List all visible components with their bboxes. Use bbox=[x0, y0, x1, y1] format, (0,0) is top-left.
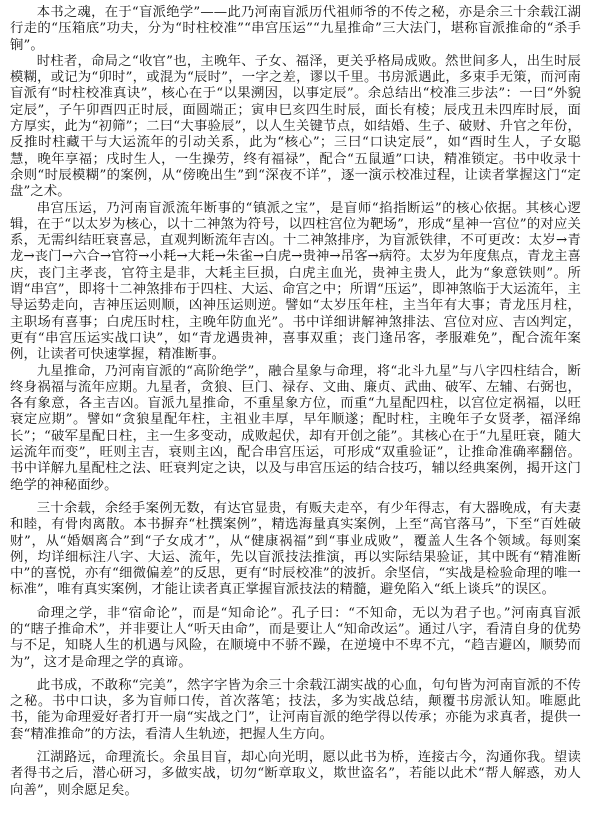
paragraph-real-cases: 三十余载，余经手案例无数，有达官显贵，有贩夫走卒，有少年得志，有大器晚成，有夫妻和睦，有骨肉离散。本书摒弃“杜撰案例”，精选海量真实案例，上至“高官落马”，下至“百姓破财”，从“婚姻离合”到“子女成才”，从“健康祸福”到“事业成败”，覆盖人生各个领域。每则案例，均详细标注八字、大运、流年，先以盲派技法推演，再以实际结果验证，其中既有“精准断中”的喜悦，亦有“细微偏差”的反思，更有“时辰校准”的波折。余坚信，“实战是检验命理的唯一标准”，唯有真实案例，才能让读者真正掌握盲派技法的精髓，避免陷入“纸上谈兵”的误区。 bbox=[10, 500, 581, 598]
paragraph-blind-school-secrets: 本书之魂，在于“盲派绝学”——此乃河南盲派历代祖师爷的不传之秘，亦是余三十余载江湖行走的“压箱底”功夫，分为“时柱校准”“串宫压运”“九星推命”三大法门，堪称盲派推命的“杀手锏”。 bbox=[10, 5, 581, 53]
paragraph-knowing-fate: 命理之学，非“宿命论”，而是“知命论”。孔子曰：“不知命，无以为君子也。”河南真盲派的“瞎子推命术”，并非要让人“听天由命”，而是要让人“知命改运”。通过八字，看清自身的优势与不足，知晓人生的机遇与风险，在顺境中不骄不躁，在逆境中不卑不亢，“趋吉避凶，顺势而为”，这才是命理之学的真谛。 bbox=[10, 605, 581, 670]
paragraph-nine-stars: 九星推命，乃河南盲派的“高阶绝学”，融合星象与命理，将“北斗九星”与八字四柱结合，断终身祸福与流年应期。九星者，贪狼、巨门、禄存、文曲、廉贞、武曲、破军、左辅、右弼也，各有象意，各主吉凶。盲派九星推命，不重星象方位，而重“九星配四柱，以宫位定祸福，以旺衰定应期”。譬如“贪狼星配年柱，主祖业丰厚，早年顺遂；配时柱，主晚年子女贤孝，福泽绵长”；“破军星配日柱，主一生多变动，成败起伏，却有开创之能”。其核心在于“九星旺衰，随大运流年而变”，旺则主吉，衰则主凶，配合串宫压运，可形成“双重验证”，让推命准确率翻倍。书中详解九星配柱之法、旺衰判定之诀，以及与串宫压运的结合技巧，辅以经典案例，揭开这门绝学的神秘面纱。 bbox=[10, 363, 581, 493]
paragraph-hour-pillar-calibration: 时柱者，命局之“收官”也，主晚年、子女、福泽，更关乎格局成败。然世间多人，出生时辰模糊，或记为“卯时”，或混为“辰时”，一字之差，谬以千里。书房派遇此，多束手无策，而河南盲派有“时柱校准真诀”，核心在于“以果溯因，以事定辰”。余总结出“校准三步法”：一曰“外貌定辰”，子午卯酉四正时辰，面圆端正；寅申巳亥四生时辰，面长有棱；辰戌丑未四库时辰，面方厚实，此为“初筛”；二曰“大事验辰”，以人生关键节点，如结婚、生子、破财、升官之年份，反推时柱藏干与大运流年的引动关系，此为“核心”；三曰“口诀定辰”，如“酉时生人，子女聪慧，晚年享福；戌时生人，一生操劳，终有福禄”，配合“五鼠遁”口诀，精准锁定。书中收录十余则“时辰模糊”的案例，从“傍晚出生”到“深夜不详”，逐一演示校准过程，让读者掌握这门“定盘”之术。 bbox=[10, 53, 581, 200]
paragraph-book-purpose: 此书成，不敢称“完美”，然字字皆为余三十余载江湖实战的心血，句句皆为河南盲派的不传之秘。书中口诀，多为盲师口传，首次落笔；技法，多为实战总结，颠覆书房派认知。唯愿此书，能为命理爱好者打开一扇“实战之门”，让河南盲派的绝学得以传承；亦能为求真者，提供一套“精准推命”的方法，看清人生轨迹，把握人生方向。 bbox=[10, 677, 581, 742]
paragraph-palace-luck-method: 串宫压运，乃河南盲派流年断事的“镇派之宝”，是盲师“掐指断运”的核心依据。其核心逻辑，在于“以太岁为核心，以十二神煞为符号，以四柱宫位为靶场”，形成“星神一宫位”的对应关系，无需纠结旺衰喜忌，直观判断流年吉凶。十二神煞排序，为盲派铁律，不可更改：太岁→青龙→丧门→六合→官符→小耗→大耗→朱雀→白虎→贵神→吊客→病符。太岁为年度焦点，青龙主喜庆，丧门主孝丧，官符主是非，大耗主巨损，白虎主血光，贵神主贵人，此为“象意铁则”。所谓“串宫”，即将十二神煞排布于四柱、大运、命宫之中；所谓“压运”，即神煞临于大运流年，主导运势走向，吉神压运则顺，凶神压运则逆。譬如“太岁压年柱，主当年有大事；青龙压月柱，主职场有喜事；白虎压时柱，主晚年防血光”。书中详细讲解神煞排法、宫位对应、吉凶判定，更有“串宫压运实战口诀”，如“青龙遇贵神，喜事双重；丧门逢吊客，孝服难免”，配合流年案例，让读者可快速掌握，精准断事。 bbox=[10, 200, 581, 363]
paragraph-closing: 江湖路远，命理流长。余虽目盲，却心向光明，愿以此书为桥，连接古今，沟通你我。望读者得书之后，潜心研习，多做实战，切勿“断章取义，欺世盗名”，若能以此术“帮人解惑，劝人向善”，则余愿足矣。 bbox=[10, 750, 581, 798]
